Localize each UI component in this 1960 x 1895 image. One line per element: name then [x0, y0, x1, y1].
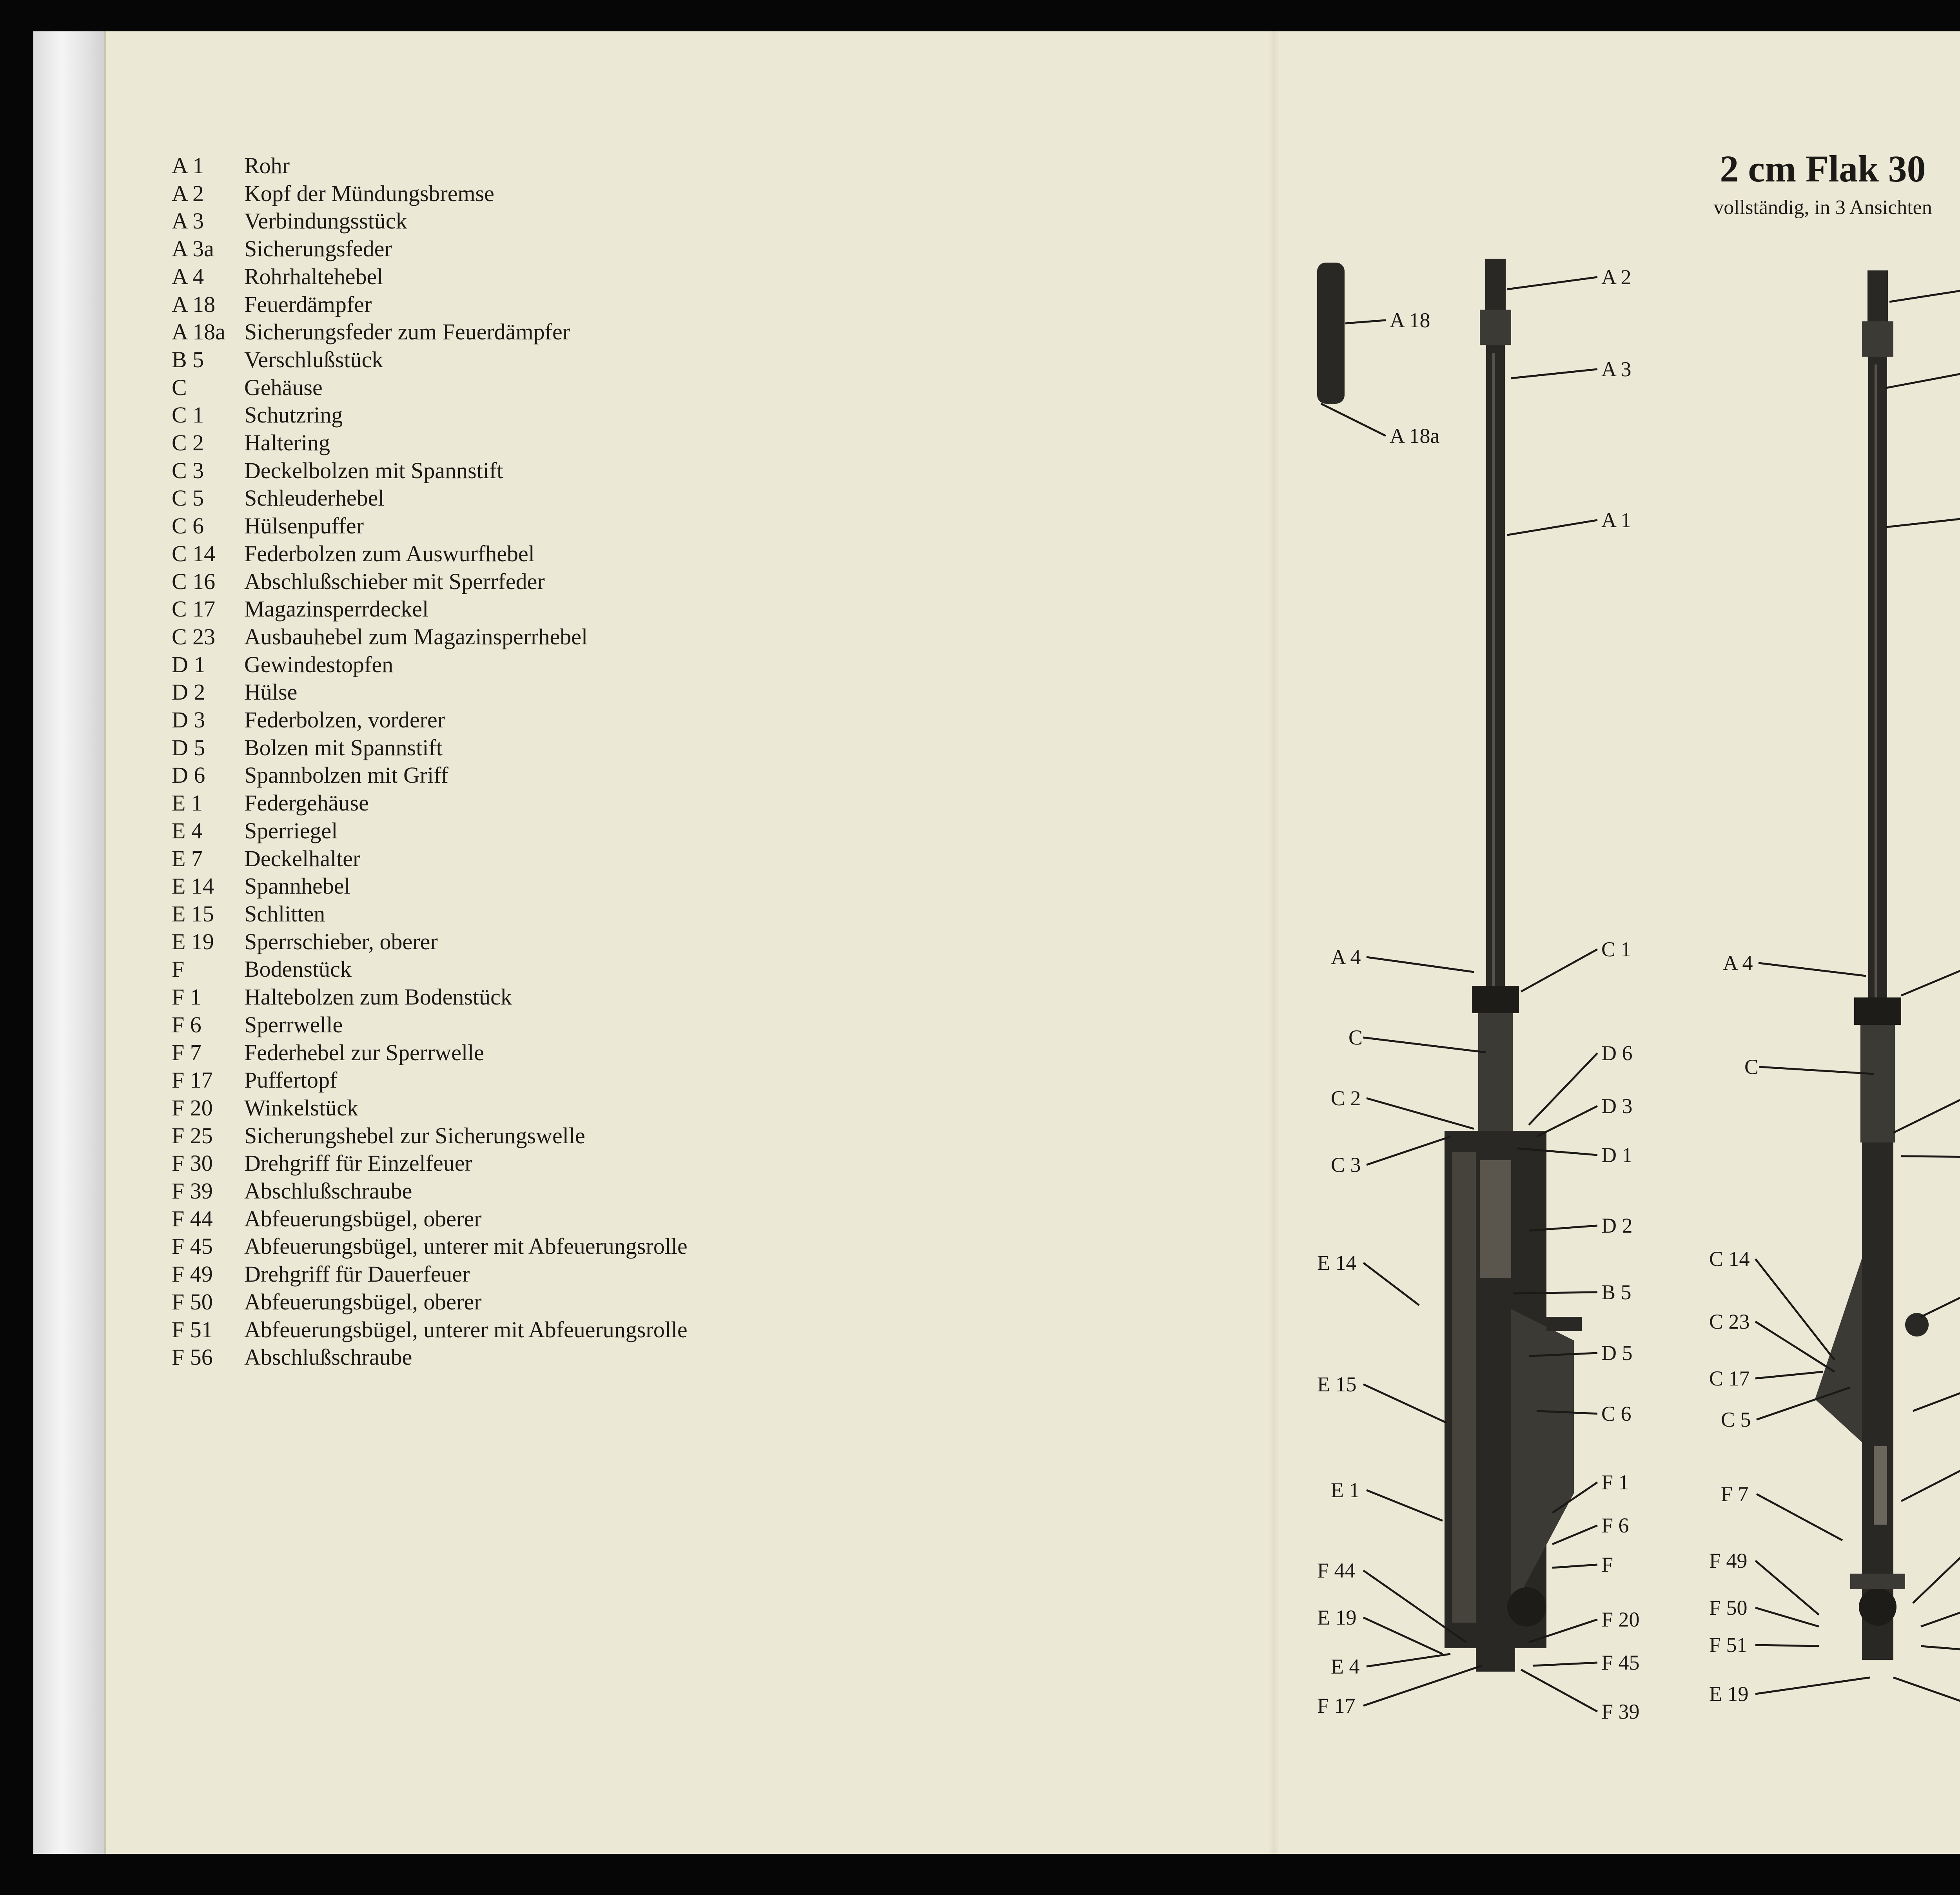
legend-name: Abschlußschieber mit Sperrfeder	[244, 568, 545, 594]
leader-line	[1755, 1608, 1819, 1627]
legend-code: E 14	[172, 873, 214, 899]
callout-label: D 2	[1601, 1214, 1633, 1237]
barrel-highlight	[1492, 353, 1495, 1019]
legend-name: Abfeuerungsbügel, oberer	[244, 1289, 482, 1315]
leader-line	[1755, 1259, 1835, 1360]
callout-label: A 2	[1601, 265, 1632, 289]
callout-label: F 17	[1317, 1694, 1356, 1717]
legend-name: Hülsenpuffer	[244, 513, 364, 539]
legend-code: A 1	[172, 153, 204, 178]
legend-name: Hülse	[244, 679, 298, 705]
leader-line	[1529, 1053, 1597, 1125]
legend-code: E 7	[172, 845, 203, 871]
legend-code: C 6	[172, 513, 204, 539]
legend-name: Gewindestopfen	[244, 651, 394, 677]
callout-label: E 14	[1317, 1251, 1357, 1275]
callout-label: E 19	[1709, 1682, 1749, 1706]
leader-line	[1363, 1263, 1419, 1305]
legend-code: F 30	[172, 1150, 213, 1176]
legend-code: C	[172, 374, 187, 400]
leader-line	[1507, 277, 1597, 289]
legend-code: D 3	[172, 707, 205, 733]
callout-label: C	[1348, 1026, 1363, 1049]
leader-line	[1889, 287, 1960, 302]
callout-label: C 17	[1709, 1367, 1750, 1390]
legend-code: F 45	[172, 1233, 213, 1259]
legend-name: Federbolzen, vorderer	[244, 707, 445, 733]
legend-name: Spannhebel	[244, 873, 350, 899]
callout-label: C 1	[1601, 938, 1632, 961]
legend-name: Schlitten	[244, 901, 325, 927]
legend-name: Winkelstück	[244, 1095, 358, 1121]
legend-name: Sicherungsfeder	[244, 236, 392, 262]
callout-label: F	[1601, 1553, 1613, 1576]
callout-label: E 15	[1317, 1373, 1357, 1396]
buffer-pot	[1476, 1648, 1515, 1672]
callout-label: F 49	[1709, 1549, 1748, 1572]
legend-name: Sicherungshebel zur Sicherungswelle	[244, 1122, 585, 1148]
callout-label: F 6	[1601, 1514, 1629, 1537]
trigger-roller	[1859, 1588, 1896, 1626]
legend-code: C 1	[172, 402, 204, 428]
callout-label: A 18	[1390, 308, 1430, 332]
legend-code: E 1	[172, 790, 203, 816]
leader-line	[1921, 1646, 1960, 1651]
legend-code: A 2	[172, 180, 204, 206]
legend-code: F 39	[172, 1178, 213, 1204]
leader-line	[1363, 1666, 1482, 1706]
legend-name: Abschlußschraube	[244, 1344, 412, 1370]
legend-name: Schutzring	[244, 402, 343, 428]
muzzle-tip	[1867, 270, 1888, 321]
leader-line	[1901, 1156, 1960, 1157]
legend-code: C 3	[172, 457, 204, 483]
legend-code: E 19	[172, 928, 214, 954]
figure-subtitle: vollständig, in 3 Ansichten	[1713, 196, 1932, 219]
barrel	[1486, 345, 1505, 1027]
cocking-lever	[1546, 1317, 1582, 1331]
protective-ring	[1854, 997, 1901, 1025]
callout-label: A 3	[1601, 357, 1632, 381]
protective-ring	[1472, 986, 1519, 1013]
legend-code: E 15	[172, 901, 214, 927]
callout-label: C 5	[1721, 1408, 1751, 1431]
leader-line	[1757, 1494, 1842, 1540]
leader-line	[1511, 369, 1597, 378]
muzzle-brake	[1862, 321, 1893, 357]
legend-name: Drehgriff für Dauerfeuer	[244, 1261, 470, 1287]
legend-name: Deckelhalter	[244, 845, 361, 871]
legend-code: F	[172, 956, 185, 982]
callout-label: F 50	[1709, 1596, 1748, 1619]
legend-name: Verbindungsstück	[244, 208, 407, 234]
callout-label: F 20	[1601, 1608, 1640, 1631]
leader-line	[1363, 1618, 1443, 1654]
callout-label: A 1	[1601, 508, 1632, 532]
leader-line	[1755, 1677, 1870, 1694]
leader-line	[1367, 1137, 1450, 1165]
legend-code: F 44	[172, 1206, 213, 1231]
callout-label: A 4	[1331, 945, 1361, 969]
legend-name: Sperrwelle	[244, 1012, 343, 1037]
slot-window	[1874, 1446, 1887, 1525]
figure-title: 2 cm Flak 30	[1720, 148, 1926, 190]
callout-label: F 7	[1721, 1482, 1749, 1506]
magazine-catch-plate	[1815, 1258, 1862, 1442]
legend-name: Deckelbolzen mit Spannstift	[244, 457, 503, 483]
legend-code: F 49	[172, 1261, 213, 1287]
legend-code: E 4	[172, 818, 203, 843]
legend-code: B 5	[172, 346, 204, 372]
legend-code: D 2	[172, 679, 205, 705]
legend-code: F 20	[172, 1095, 213, 1121]
legend-name: Bolzen mit Spannstift	[244, 734, 443, 760]
legend-name: Bodenstück	[244, 956, 352, 982]
legend-code: C 16	[172, 568, 216, 594]
legend-code: A 18a	[172, 319, 225, 345]
callout-label: C	[1744, 1055, 1759, 1079]
leader-line	[1521, 1670, 1597, 1712]
leader-line	[1886, 516, 1960, 527]
receiver-housing	[1478, 1013, 1513, 1131]
legend-name: Federgehäuse	[244, 790, 369, 816]
callout-label: A 18a	[1390, 424, 1440, 448]
leader-line	[1759, 963, 1866, 976]
legend-code: F 7	[172, 1039, 201, 1065]
muzzle-tip	[1485, 259, 1506, 310]
legend-name: Kopf der Mündungsbremse	[244, 180, 494, 206]
leader-line	[1901, 961, 1960, 996]
legend-code: F 50	[172, 1289, 213, 1315]
legend-code: C 5	[172, 485, 204, 511]
callout-label: D 1	[1601, 1143, 1633, 1167]
legend-name: Puffertopf	[244, 1067, 338, 1093]
legend-name: Feuerdämpfer	[244, 291, 372, 317]
legend-code: D 6	[172, 762, 205, 788]
legend-code: F 17	[172, 1067, 213, 1093]
leader-line	[1507, 520, 1597, 535]
legend-code: A 4	[172, 263, 204, 289]
callout-label: C 6	[1601, 1402, 1632, 1425]
legend-name: Haltering	[244, 430, 330, 456]
legend-code: F 51	[172, 1317, 213, 1342]
muzzle-brake	[1480, 310, 1511, 345]
leader-line	[1367, 1654, 1450, 1667]
callout-label: D 6	[1601, 1041, 1633, 1065]
leader-line	[1321, 404, 1386, 436]
leader-line	[1913, 1539, 1960, 1603]
legend-code: D 5	[172, 734, 205, 760]
legend-name: Abfeuerungsbügel, unterer mit Abfeuerungsrolle	[244, 1233, 688, 1259]
legend-name: Federbolzen zum Auswurfhebel	[244, 540, 535, 566]
callout-label: F 39	[1601, 1700, 1640, 1723]
legend-name: Spannbolzen mit Griff	[244, 762, 448, 788]
legend-name: Schleuderhebel	[244, 485, 385, 511]
callout-label: F 51	[1709, 1633, 1748, 1657]
callout-label: F 1	[1601, 1471, 1629, 1494]
legend-code: A 18	[172, 291, 216, 317]
leader-line	[1533, 1663, 1597, 1666]
leader-line	[1893, 1088, 1960, 1133]
legend-code: C 2	[172, 430, 204, 456]
callout-label: E 1	[1331, 1478, 1360, 1502]
callout-label: D 5	[1601, 1341, 1633, 1365]
legend-name: Rohrhaltehebel	[244, 263, 383, 289]
cocking-knob	[1905, 1313, 1929, 1336]
legend-name: Sperriegel	[244, 818, 338, 843]
leader-line	[1921, 1286, 1960, 1317]
callout-label: C 23	[1709, 1310, 1750, 1333]
legend-name: Abfeuerungsbügel, oberer	[244, 1206, 482, 1231]
legend-code: F 25	[172, 1122, 213, 1148]
leader-line	[1552, 1525, 1597, 1544]
leader-line	[1886, 369, 1960, 388]
callout-label: C 14	[1709, 1247, 1750, 1271]
legend-name: Federhebel zur Sperrwelle	[244, 1039, 484, 1065]
callout-label: C 2	[1331, 1086, 1361, 1110]
legend-name: Sperrschieber, oberer	[244, 928, 438, 954]
callout-label: E 4	[1331, 1655, 1360, 1678]
leader-line	[1513, 1292, 1597, 1293]
callout-label: F 45	[1601, 1651, 1640, 1674]
leader-line	[1367, 1098, 1474, 1129]
callout-label: B 5	[1601, 1280, 1632, 1304]
legend-name: Gehäuse	[244, 374, 323, 400]
flash-hider	[1317, 263, 1345, 404]
callout-label: C 3	[1331, 1153, 1361, 1177]
leader-line	[1755, 1645, 1819, 1646]
breech-block-window	[1480, 1160, 1511, 1278]
spring-housing	[1452, 1152, 1476, 1623]
callout-label: D 3	[1601, 1094, 1633, 1118]
legend-code: F 1	[172, 984, 201, 1010]
leader-line	[1521, 949, 1597, 992]
leader-line	[1367, 957, 1474, 972]
legend-name: Drehgriff für Einzelfeuer	[244, 1150, 472, 1176]
leader-line	[1755, 1322, 1835, 1372]
leader-line	[1913, 1384, 1960, 1411]
leader-line	[1901, 1459, 1960, 1501]
leader-line	[1363, 1384, 1446, 1423]
legend-code: F 6	[172, 1012, 201, 1037]
leader-line	[1755, 1372, 1823, 1378]
callout-label: F 44	[1317, 1559, 1356, 1582]
leader-line	[1921, 1606, 1960, 1627]
callout-label: E 19	[1317, 1606, 1357, 1629]
barrel-highlight	[1875, 364, 1877, 1031]
trigger-bow	[1850, 1574, 1905, 1589]
leader-line	[1367, 1490, 1443, 1521]
legend-name: Verschlußstück	[244, 346, 383, 372]
legend-name: Abschlußschraube	[244, 1178, 412, 1204]
legend-name: Magazinsperrdeckel	[244, 596, 429, 622]
leader-line	[1363, 1037, 1486, 1052]
receiver-housing	[1860, 1025, 1895, 1142]
legend-code: F 56	[172, 1344, 213, 1370]
leader-line	[1893, 1677, 1960, 1708]
legend-name: Rohr	[244, 153, 290, 178]
trigger-roller	[1507, 1587, 1546, 1627]
leader-line	[1552, 1565, 1597, 1568]
legend-code: D 1	[172, 651, 205, 677]
legend-code: C 14	[172, 540, 216, 566]
leader-line	[1755, 1561, 1819, 1615]
leader-line	[1345, 320, 1386, 323]
legend-name: Ausbauhebel zum Magazinsperrhebel	[244, 624, 588, 649]
barrel	[1868, 357, 1887, 1039]
callout-label: A 4	[1723, 951, 1753, 975]
legend-code: A 3	[172, 208, 204, 234]
legend-code: C 23	[172, 624, 216, 649]
leader-line	[1537, 1106, 1597, 1137]
legend-name: Haltebolzen zum Bodenstück	[244, 984, 512, 1010]
leader-line	[1759, 1067, 1874, 1074]
legend-code: C 17	[172, 596, 216, 622]
legend-name: Abfeuerungsbügel, unterer mit Abfeuerungsrolle	[244, 1317, 688, 1342]
legend-name: Sicherungsfeder zum Feuerdämpfer	[244, 319, 570, 345]
legend-code: A 3a	[172, 236, 214, 262]
